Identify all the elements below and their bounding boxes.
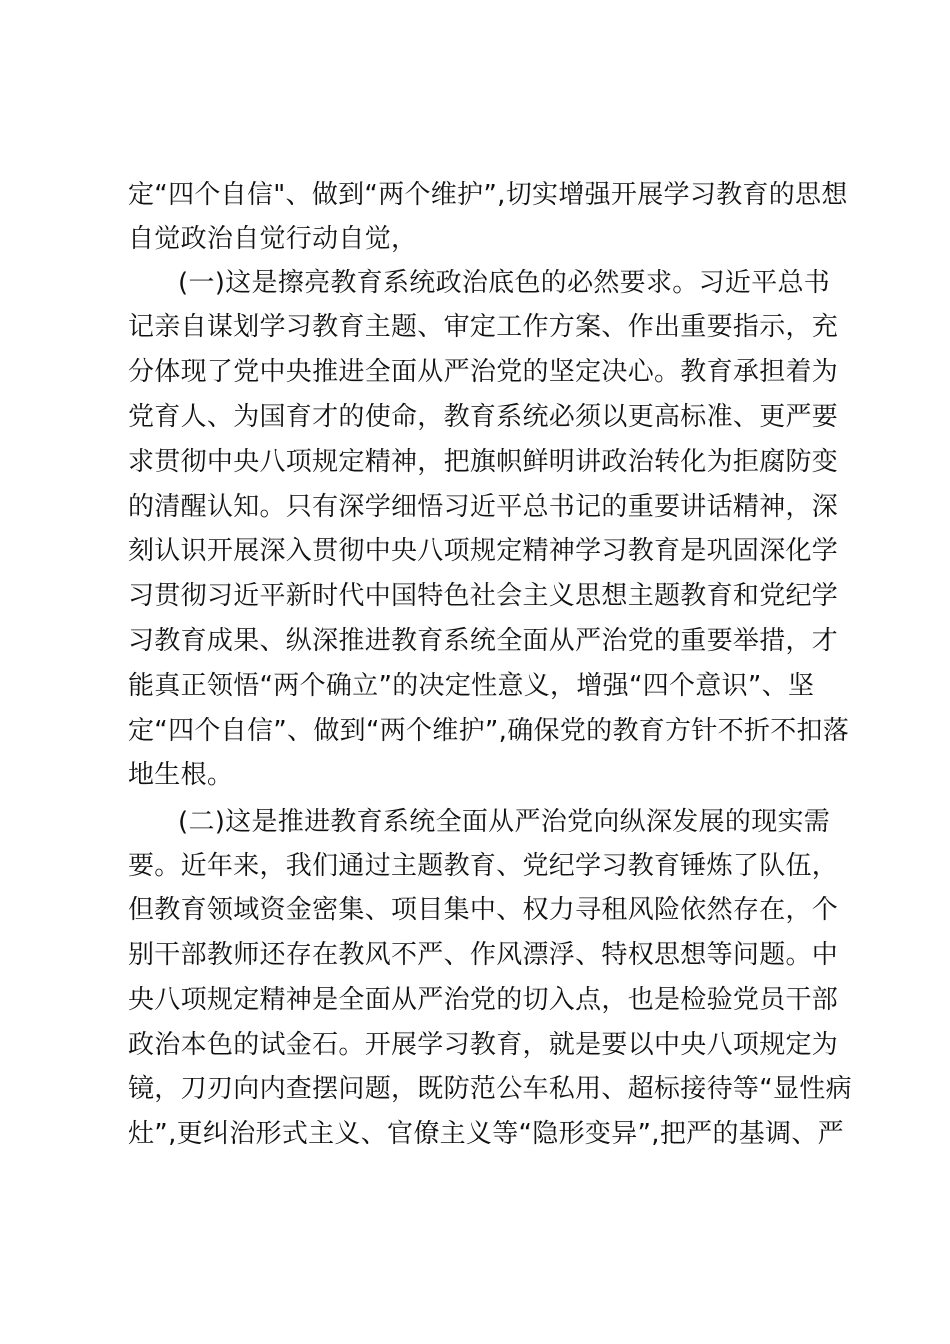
text-line: 求贯彻中央八项规定精神，把旗帜鲜明讲政治转化为拒腐防变 (128, 447, 839, 477)
text-line: 但教育领域资金密集、项目集中、权力寻租风险依然存在，个 (128, 895, 839, 925)
text-line: 镜，刀刃向内查摆问题，既防范公车私用、超标接待等“显性病 (128, 1074, 852, 1104)
text-line: 分体现了党中央推进全面从严治党的坚定决心。教育承担着为 (128, 357, 839, 387)
text-line: 自觉政治自觉行动自觉， (128, 224, 418, 254)
paragraph-1-start: (一)这是擦亮教育系统政治底色的必然要求。习近平总书 (178, 268, 831, 298)
text-line: 党育人、为国育才的使命，教育系统必须以更高标准、更严要 (128, 402, 839, 432)
text-line: 刻认识开展深入贯彻中央八项规定精神学习教育是巩固深化学 (128, 536, 839, 566)
text-line: 地生根。 (128, 760, 234, 790)
text-line: 别干部教师还存在教风不严、作风漂浮、特权思想等问题。中 (128, 940, 839, 970)
text-line: 央八项规定精神是全面从严治党的切入点，也是检验党员干部 (128, 985, 839, 1015)
text-line: 记亲自谋划学习教育主题、审定工作方案、作出重要指示，充 (128, 312, 839, 342)
text-line: 政治本色的试金石。开展学习教育，就是要以中央八项规定为 (128, 1030, 839, 1060)
text-line: 定“四个自信”、做到“两个维护”,确保党的教育方针不折不扣落 (128, 716, 850, 746)
text-line: 灶”,更纠治形式主义、官僚主义等“隐形变异”,把严的基调、严 (128, 1119, 844, 1149)
text-line: 习贯彻习近平新时代中国特色社会主义思想主题教育和党纪学 (128, 581, 839, 611)
paragraph-2-start: (二)这是推进教育系统全面从严治党向纵深发展的现实需 (178, 807, 831, 837)
text-line: 的清醒认知。只有深学细悟习近平总书记的重要讲话精神，深 (128, 492, 839, 522)
text-line: 能真正领悟“两个确立”的决定性意义，增强“四个意识”、坚 (128, 671, 815, 701)
text-line: 要。近年来，我们通过主题教育、党纪学习教育锤炼了队伍， (128, 851, 839, 881)
text-line: 定“四个自信"、做到“两个维护”,切实增强开展学习教育的思想 (128, 180, 848, 210)
text-line: 习教育成果、纵深推进教育系统全面从严治党的重要举措，才 (128, 626, 839, 656)
